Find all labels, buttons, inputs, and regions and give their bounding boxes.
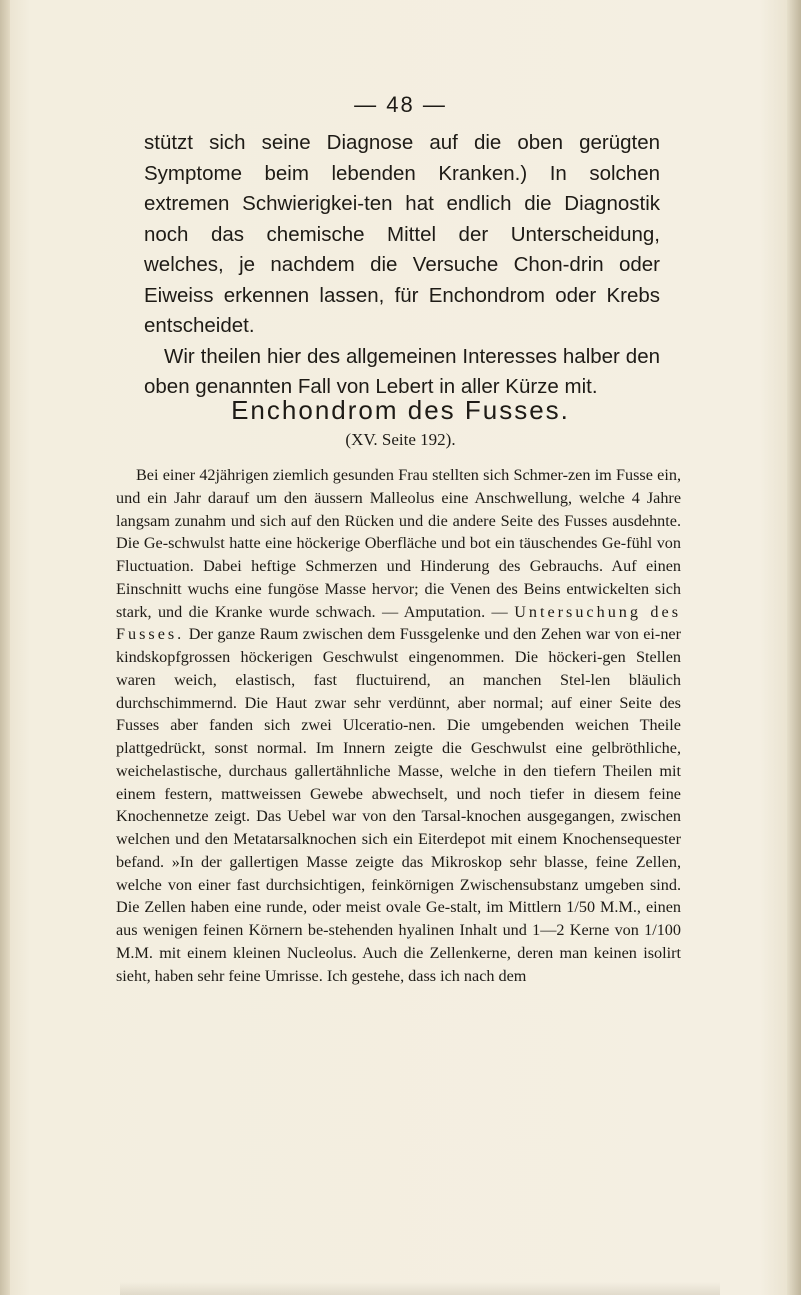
intro-paragraph-1: stützt sich seine Diagnose auf die oben gerügten Symptome beim lebenden Kranken.) In solchen extremen Schwierigkei-ten hat endlich die Diagnostik noch das chemische Mittel der Unterscheidung, welches, je nachdem die Versuche Chon-drin oder Eiweiss erkennen lassen, für Enchondrom oder Krebs entscheidet.	[144, 131, 660, 337]
page-left-edge	[0, 0, 10, 1295]
case-report-text	[116, 464, 681, 987]
case-report-paragraph	[116, 464, 681, 987]
page-number: — 48 —	[354, 92, 447, 117]
intro-text	[144, 128, 660, 403]
intro-paragraph-2: Wir theilen hier des allgemeinen Interesses halber den oben genannten Fall von Lebert in aller Kürze mit.	[144, 344, 660, 398]
case-report-part-2: Der ganze Raum zwischen dem Fussgelenke und den Zehen war von ei-ner kindskopfgrossen höckerigen Geschwulst eingenommen. Die höckeri-gen Stellen waren weich, elastisch, fast fluctuirend, an manchen Stel-len bläulich durchschimmernd. Die Haut zwar sehr verdünnt, aber normal; auf einer Seite des Fusses aber fanden sich zwei Ulceratio-nen. Die umgebenden weichen Theile plattgedrückt, sonst normal. Im Innern zeigte die Geschwulst eine gelbröthliche, weichelastische, durchaus gallertähnliche Masse, welche in den tiefern Theilen mit einem festern, mattweissen Gewebe abwechselt, und noch tiefer in diesem feine Knochennetze zeigt. Das Uebel war von den Tarsal-knochen ausgegangen, zwischen welchen und den Metatarsalknochen sich ein Eiterdepot mit einem Knochensequester befand. »In der gallertigen Masse zeigte das Mikroskop sehr blasse, feine Zellen, welche von einer fast durchsichtigen, feinkörnigen Zwischensubstanz umgeben sind. Die Zellen haben eine runde, oder meist ovale Ge-stalt, im Mittlern 1/50 M.M., einen aus wenigen feinen Körnern be-stehenden hyalinen Inhalt und 1—2 Kerne von 1/100 M.M. mit einem kleinen Nucleolus. Auch die Zellenkerne, deren man keinen isolirt sieht, haben sehr feine Umrisse. Ich gestehe, dass ich nach dem	[116, 625, 681, 985]
section-reference: (XV. Seite 192).	[345, 430, 456, 449]
page-bottom-shadow	[120, 1282, 720, 1295]
page-right-edge	[787, 0, 801, 1295]
examination-heading: Untersuchung des Fusses.	[116, 602, 682, 644]
case-report-part-1: Bei einer 42jährigen ziemlich gesunden Frau stellten sich Schmer-zen im Fusse ein, und ein Jahr darauf um den äussern Malleolus eine Anschwellung, welche 4 Jahre langsam zunahm und sich auf den Rücken und die andere Seite des Fusses ausdehnte. Die Ge-schwulst hatte eine höckerige Oberfläche und bot ein täuschendes Ge-fühl von Fluctuation. Dabei heftige Schmerzen und Hinderung des Gebrauchs. Auf einen Einschnitt wuchs eine fungöse Masse hervor; die Venen des Beins entwickelten sich stark, und die Kranke wurde schwach. — Amputation. —	[116, 466, 681, 621]
section-title: Enchondrom des Fusses.	[231, 395, 570, 425]
